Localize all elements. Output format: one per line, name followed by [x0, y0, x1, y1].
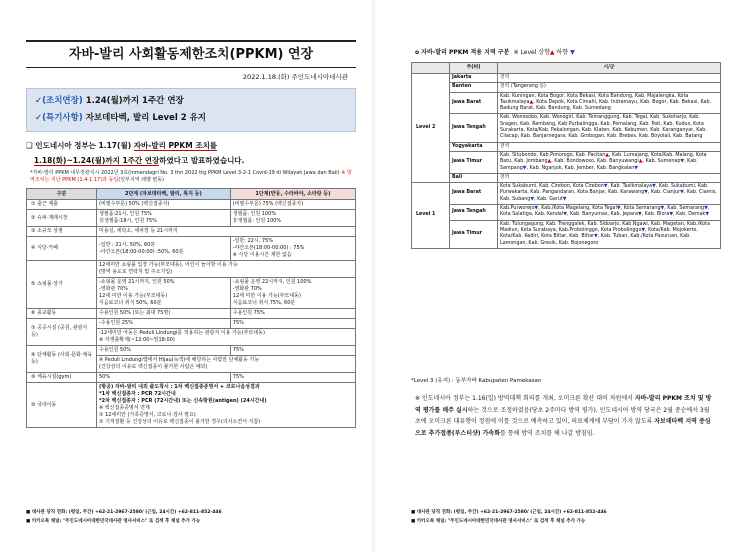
paragraph-text: ※ 인도네시아 정부는 1.16(일) 방역대책 회의를 개최, 오미크론 확산 대비 차원에서 [415, 395, 635, 402]
cell-line: -야간오픈(18:00-00:00) : 75% [232, 245, 305, 251]
level-label: Level 1 [412, 183, 450, 249]
row-level1: 75% [230, 346, 355, 356]
cell-line: 12세미만 쇼핑몰 입장 가능(부모대동), 어린이 놀이방 이용 가능 [99, 262, 238, 268]
row-level2: (비필수부문) 50% (백신접종자) [97, 200, 231, 210]
table-header-row [412, 63, 721, 74]
region-heading-text: o 자바-발리 PPKM 적용 지역 구분 [415, 49, 510, 56]
cell-line: ※ Peduli Lindungi앱에서 Hijau(녹색)에 해당하는 사람만 단체활동 가능 [99, 357, 260, 363]
header-level [412, 63, 450, 74]
level-label: Level 2 [412, 74, 450, 183]
table-row [27, 383, 356, 428]
down-arrow-icon: ▼ [563, 212, 567, 218]
cell-line: -일반: 22시, 75% [232, 238, 273, 244]
city-list: 전역 (Tangerang 등) [498, 83, 721, 92]
cell-line: 12세 미만 이용 가능(부모대동) [232, 293, 301, 299]
down-arrow-icon: ▼ [660, 206, 665, 212]
header-city: 시/군 [498, 63, 721, 74]
table-row [412, 205, 721, 221]
level-legend-down: 하향 [554, 49, 569, 56]
table-row [412, 151, 721, 173]
row-level2 [97, 237, 231, 261]
row-category: ③ 소규모 상점 [27, 227, 97, 237]
level3-note: *Level 3 (유지) : 동부자바 Kabupaten Pamekasan [411, 378, 542, 384]
city-list: 전역 [498, 74, 721, 83]
table-row [412, 114, 721, 142]
summary-line-1 [35, 93, 347, 110]
footer-kakao: ■ 카카오톡 채널: "주인도네시아대한민국대사관 영사서비스" 로 검색 후 채널 추가 가능 [411, 519, 586, 524]
table-row [412, 142, 721, 151]
row-category: ⑨ 체육시설(gym) [27, 373, 97, 383]
cell-line: -쇼핑몰 운영 22시까지, 인원 100% [232, 279, 312, 285]
row-level2: -수용인원 25% [97, 319, 231, 329]
row-level1 [230, 278, 355, 309]
up-arrow-icon: ▲ [549, 49, 555, 56]
cell-line: *2차 백신접종자 : PCR (72시간내) 또는 신속항원(antigen) (24시간내) [99, 398, 267, 404]
province-name: Bali [450, 173, 498, 182]
down-arrow-icon: ▼ [562, 196, 567, 202]
summary-box [26, 88, 356, 132]
up-arrow-icon: ▲ [547, 159, 552, 165]
policy-paragraph [415, 393, 715, 439]
table-row [27, 309, 356, 319]
cell-line: -쇼핑몰 운영 21시까지, 인원 50% [99, 279, 175, 285]
row-level1: (비필수부문) 75% (백신접종자) [230, 200, 355, 210]
summary-tag: (조치연장) [42, 96, 83, 106]
cell-line: ※ 식당 이용시간 제한 없음 [232, 252, 292, 258]
intro-paragraph [26, 138, 356, 168]
table-row [412, 183, 721, 205]
city-list: 전역 [498, 173, 721, 182]
header-province: 주(州) [450, 63, 498, 74]
up-arrow-icon: ▲ [638, 159, 643, 165]
header-category: 구분 [27, 189, 97, 200]
right-document-page [375, 0, 750, 553]
table-row [27, 319, 356, 329]
city-list: Kota Sukabumi, Kab. Cirebon, Kota Cirebon▼, Kab. Tasikmalaya▼, Kab. Sukabumi, Kab. Purwakarta, Kab. Pangandaran, Kota Banjar, Kab. Karawang▼, Kab. Cianjur▼, Kab. Ciamis, Kab. Subang▼, Kab. Garut▼ [498, 183, 721, 205]
cell-line: 식음료코너 취식 50%, 60분 [99, 300, 162, 306]
city-list: Kab. Kuningan, Kota Bogor, Kota Bekasi, Kota Bandung, Kab. Majalengka, Kota Tasikmalaya▲, Kota Depok, Kota Cimahi, Kab. Indramayu, Kab. Bogor, Kab. Bekasi, Kab. Badung Barat, Kab. Bandung, Kab. Sumedang [498, 92, 721, 114]
row-merged [97, 383, 356, 428]
row-merged [97, 356, 356, 373]
row-category: ⑥ 종교활동 [27, 309, 97, 319]
row-merged [97, 329, 356, 346]
city-list: 전역 [498, 142, 721, 151]
cell-line: ① 12세미만 (가족증명서, 코로나 검사 필요) [99, 412, 196, 418]
decree-note-text: *자바-발리 PPKM 내무장관지시 2022년 3호(Inmendagri No. 3 thn 2022 ttg PPKM Level 3-2-1 Covid-19 di Wilayah Jawa dan Bali) [30, 170, 342, 176]
down-arrow-icon: ▼ [634, 165, 638, 171]
cell-line: (건강상의 이유로 백신접종이 불가한 사람은 예외) [99, 364, 208, 370]
province-name: Jawa Barat [450, 92, 498, 114]
row-category: ⑦ 공공시설 (공원, 관광지 등) [27, 319, 97, 346]
down-arrow-icon: ▼ [680, 159, 685, 165]
down-arrow-icon: ▼ [522, 165, 527, 171]
down-arrow-icon: ▼ [704, 206, 708, 212]
city-list: Kab. Situbondo, Kab.Ponorogo, Kab. Pacitan▲, Kab. Lumajang, Kota/Kab. Malang, Kota Batu, Kab. Jombang▲, Kab. Bondowoso, Kab. Banyuwangi▲, Kab. Sumenap▼, Kab. Sampang▼, Kab. Nganjuk, Kab. Jember, Kab. Bangkalan▼ [498, 151, 721, 173]
cell-line: 생필품:21시, 인원 75% [99, 211, 152, 217]
row-level1: 75% [230, 319, 355, 329]
footer-phone: ■ 대사관 당직 전화: (평일, 주간) +62-21-2967-2580/ (근일, 24시간) +62-811-852-446 [26, 510, 222, 515]
down-arrow-icon: ▼ [705, 212, 710, 218]
down-arrow-icon: ▼ [594, 234, 598, 240]
row-level2 [97, 210, 231, 227]
down-arrow-icon: ▼ [669, 212, 674, 218]
city-list: Kab.Purworejo▼, Kab./Kota Magelang, Kota Tegal▼, Kota Semarang▼, Kab. Semarang▼, Kota Salatiga, Kab. Kendal▼, Kab. Banyumas, Kab. Jepara▼, Kab. Blora▼, Kab. Demak▼ [498, 205, 721, 221]
down-arrow-icon: ▼ [644, 190, 648, 196]
paragraph-bold: 자보데타벡 지역 중심으로 추가접종(부스터샷) 가속화 [415, 418, 711, 437]
table-row [412, 220, 721, 248]
cell-line: -12세미만 아동은 Peduli Lindungi를 적용하는 관광지 이용 가능(부모대동) [99, 330, 265, 336]
summary-text: 자보데타벡, 발리 Level 2 유지 [82, 113, 206, 123]
down-arrow-icon: ▼ [652, 184, 656, 190]
province-name: Jawa Tengah [450, 205, 498, 221]
row-category: ④ 식당·카페 [27, 237, 97, 261]
down-arrow-icon: ▼ [680, 190, 684, 196]
table-row [412, 92, 721, 114]
city-list: Kab. Wonosobo, Kab. Wonogiri, Kab. Temanggung, Kab. Tegal, Kab. Sukoharjo, Kab. Sragen, Kab. Rembang, Kab.Purbalingga, Kab. Pemalang, Kab. Pati, Kab. Kudus, Kota Surakarta, Kota/Kab. Pekalongan, Kab. Klaten, Kab. Kebumen, Kab. Karanganyar, Kab. Cilacap, Kab. Banjarnegara, Kab. Grobogan, Kab. Brebes, Kab. Boyolali, Kab. Batang [498, 114, 721, 142]
province-name: Jawa Barat [450, 183, 498, 205]
city-list: Kab. Tulungagung, Kab. Trenggalek, Kab. Sidoarjo, Kab.Ngawi, Kab. Magetan, Kab./Kota Madiun, Kota Surabaya, Kab.Probolinggo, Kota Probolinggo▼, Kota/Kab. Mojokerto, Kota/Kab. Kediri, Kota Blitar, Kab. Blitar▼, Kab. Tuban, Kab./Kota Pasuruan, Kab. Lamongan, Kab. Gresik, Kab. Bojonegoro [498, 220, 721, 248]
footer-kakao: ■ 카카오톡 채널: "주인도네시아대한민국대사관 영사서비스" 로 검색 후 채널 추가 가능 [26, 519, 201, 524]
row-merged [97, 261, 356, 278]
table-row [27, 261, 356, 278]
cell-line: *1차 백신접종자 : PCR 72시간내 [99, 391, 176, 397]
row-level2: 50% [97, 373, 231, 383]
cell-line: ② 기저질환 등 건강상의 이유로 백신접종이 불가한 경우(의사소견서 지참) [99, 419, 261, 425]
down-arrow-icon: ▼ [534, 206, 539, 212]
table-row [27, 200, 356, 210]
cell-line: -영화관 70% [232, 286, 262, 292]
cell-line: 12세 미만 이용 가능(부모대동) [99, 293, 168, 299]
table-row [27, 210, 356, 227]
cell-line: 생필품: 인원 100% [232, 211, 277, 217]
province-name: Jawa Tengah [450, 114, 498, 142]
intro-highlight-1: 자바-발리 PPKM 조치를 [133, 141, 218, 150]
table-row [27, 346, 356, 356]
cell-line: (방역 용도로 연락처 및 주소기입) [99, 269, 173, 275]
province-name: Jawa Timur [450, 151, 498, 173]
up-arrow-icon: ▲ [529, 99, 534, 105]
decree-note-red: ※ 방역조치는 지난 PPKM (1.4-1.17)과 동일 [30, 170, 352, 183]
summary-line-2 [35, 110, 347, 127]
intro-prefix: ❑ 인도네시아 정부는 1.17(월) [26, 141, 134, 150]
province-name: Yogyakarta [450, 142, 498, 151]
table-row [412, 83, 721, 92]
row-level2: 수용인원 50% (또는 최대 75명) [97, 309, 231, 319]
table-row [27, 237, 356, 261]
cell-line: 非생필품: 인원 100% [232, 218, 282, 224]
document-title: 자바-발리 사회활동제한조치(PPKM) 연장 [68, 47, 314, 62]
row-category: ② 슈퍼·재래시장 [27, 210, 97, 227]
check-icon: ✓ [35, 96, 43, 106]
province-name: Jawa Timur [450, 220, 498, 248]
table-row [27, 227, 356, 237]
decree-note-tail: (일부지역 레벨 변동) [118, 177, 164, 183]
summary-text: 1.24(월)까지 1주간 연장 [82, 96, 184, 106]
down-arrow-icon: ▼ [637, 212, 642, 218]
row-category: ⑩ 국내이동 [27, 383, 97, 428]
row-level1: 75% [230, 373, 355, 383]
down-arrow-icon: ▼ [570, 49, 575, 56]
up-arrow-icon: ▲ [605, 152, 609, 158]
level-legend-up: ※ Level 상향 [513, 49, 550, 56]
row-level1: 수용인원 75% [230, 309, 355, 319]
cell-line: -일반 : 21시, 50%, 60분 [99, 241, 156, 248]
paragraph-text: 를 통해 방역 조치를 해 나갈 방침임. [500, 429, 595, 437]
province-name: Banten [450, 83, 498, 92]
down-arrow-icon: ▼ [530, 196, 535, 202]
rules-table [26, 188, 356, 428]
table-row [412, 74, 721, 83]
paragraph-bold: 자바-발리 PPKM 조치 및 방역 평가를 매주 실시 [415, 395, 712, 414]
cell-line: 非생필품:18시, 인원 75% [99, 218, 157, 224]
date-organization: 2022.1.18.(화) 주인도네시아대사관 [242, 73, 348, 81]
down-arrow-icon: ▼ [603, 184, 608, 190]
check-icon: ✓ [35, 113, 43, 123]
row-level1 [230, 210, 355, 227]
title-box [26, 40, 356, 68]
decree-note [30, 170, 356, 184]
summary-tag: (특기사항) [42, 113, 83, 123]
down-arrow-icon: ▼ [641, 227, 646, 233]
cell-line: -영화관 70% [99, 286, 128, 292]
footer-phone: ■ 대사관 당직 전화: (평일, 주간) +62-21-2967-2580/ (근일, 24시간) +62-811-852-446 [411, 510, 607, 515]
cell-line: ※ 자생출확제(~12:00~밀18:00) [99, 337, 175, 343]
row-level2 [97, 278, 231, 309]
table-header-row [27, 189, 356, 200]
region-heading [415, 47, 575, 56]
header-level2: 2단계 (자보데타벡, 발리, 특지 등) [97, 189, 231, 200]
row-merged: 미용실, 세탁소, 세차장 등 21시까지 [97, 227, 356, 237]
row-category: ① 출근 제출 [27, 200, 97, 210]
table-row [412, 173, 721, 182]
row-category: ⑤ 쇼핑몰·상가 [27, 261, 97, 309]
header-level1: 1단계(반둥, 수라바야, 소라랑 등) [230, 189, 355, 200]
cell-line: 식음료코너 취식 75%, 60분 [232, 300, 296, 306]
regions-table [411, 62, 721, 249]
paragraph-text: 하는 것으로 조정하였음(당초 2주마다 방역 평가). 인도네시아 방역 당국은 2월 중순에서 3월초에 오미크론 대유행이 정점에 이를 것으로 예측하고 있어, 의료체계에 부담이 가지 않도록 [415, 406, 710, 425]
down-arrow-icon: ▼ [616, 206, 621, 212]
intro-highlight-2: 1.18(화)~1.24(월)까지 1주간 연장 [33, 156, 160, 165]
row-category: ⑧ 단체활동 (사회·문화·체육 등) [27, 346, 97, 373]
province-name: Jakarta [450, 74, 498, 83]
row-level2: 수용인원 50% [97, 346, 231, 356]
cell-line: ※ 백신접종증명서 면제 [99, 405, 150, 411]
intro-suffix: 하였다고 발표하였습니다. [159, 156, 245, 165]
table-row [27, 373, 356, 383]
cell-line: (항공) 자바-발리 내외 출도착시 : 1차 백신접종증명서 + 코로나음성결과 [99, 384, 260, 390]
row-level1 [230, 237, 355, 261]
cell-line: -야간오픈(18:00-00:00) :50%, 60분 [99, 248, 184, 255]
